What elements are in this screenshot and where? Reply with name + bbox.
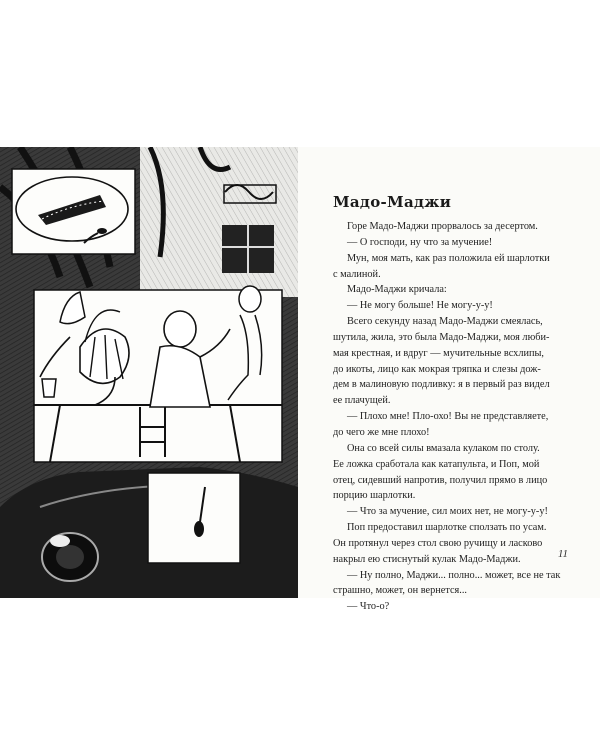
text-page [298,147,600,613]
text-line: Он протянул через стол свою ручищу и ласково [333,537,543,549]
text-line: Она со всей силы вмазала кулаком по столу. [347,442,540,454]
text-line: ее плачущей. [333,395,391,407]
text-line: Всего секунду назад Мадо-Маджи смеялась, [347,316,543,328]
text-line: страшно, может, он вернется... [333,585,467,597]
text-line: накрыл ею стиснутый кулак Мадо-Маджи. [333,553,521,565]
text-line: — Что за мучение, сил моих нет, не могу-у-у! [347,506,548,518]
text-line: — Ну полно, Маджи... полно... может, все не так [347,569,561,581]
text-line: до чего же мне плохо! [333,426,430,438]
page-number: 11 [557,548,568,560]
text-line: Ее ложка сработала как катапульта, и Поп, мой [333,458,540,470]
chapter-title: Мадо-Маджи [333,193,452,211]
illustration-page [0,147,298,598]
text-line: Поп предоставил шарлотке сползать по усам. [347,522,547,534]
text-line: Мун, моя мать, как раз положила ей шарлотки [347,252,550,264]
text-line: до икоты, лицо как мокрая тряпка и слезы дож- [333,363,541,375]
body-text [333,219,569,615]
text-line: — Не могу больше! Не могу-у-у! [347,300,493,312]
book-spread [0,147,600,613]
text-line: — Что-о? [347,601,390,613]
text-line: — О господи, ну что за мучение! [347,236,493,248]
text-line: мая крестная, и вдруг — мучительные всхлипы, [333,347,544,359]
text-line: порцию шарлотки. [333,490,416,502]
text-line: Горе Мадо-Маджи прорвалось за десертом. [347,221,538,232]
text-line: шутила, жила, это была Мадо-Маджи, моя люби- [333,331,550,343]
text-line: — Плохо мне! Пло-охо! Вы не представляете, [347,411,549,423]
text-line: с малиной. [333,268,381,280]
drawing-illustration [0,147,298,598]
text-line: отец, сидевший напротив, получил прямо в лицо [333,474,548,486]
text-line: дем в малиновую подливку: я в первый раз видел [333,379,550,391]
text-line: Мадо-Маджи кричала: [347,284,447,296]
